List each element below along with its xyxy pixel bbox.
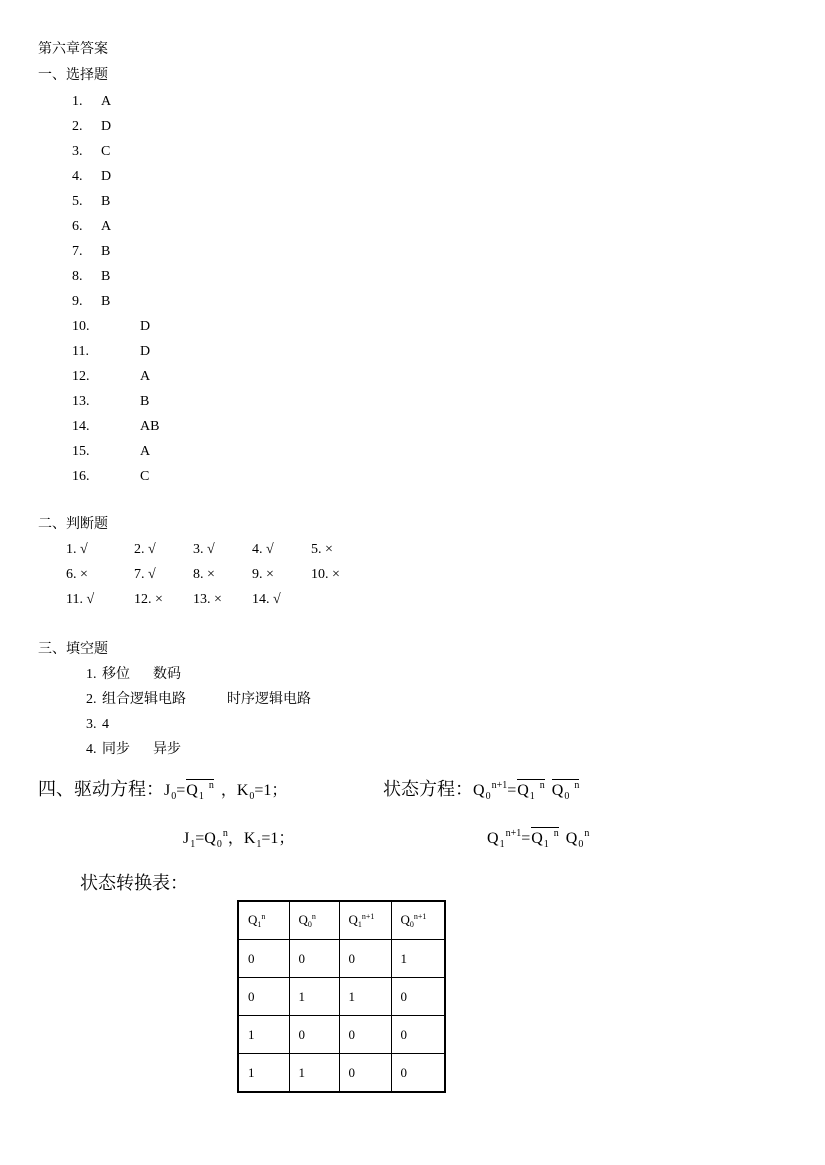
judge-item: 13. × (193, 592, 222, 607)
choice-item-number: 1. (72, 94, 83, 109)
superscript: n (208, 780, 214, 791)
math-text: = (521, 830, 531, 847)
judge-item: 1. √ (66, 542, 88, 557)
table-cell: 1 (289, 978, 339, 1016)
table-row (238, 940, 445, 978)
table-cell: 1 (238, 1054, 289, 1093)
state-equation-2 (487, 826, 589, 854)
table-cell: 1 (339, 978, 391, 1016)
math-text: Q (551, 782, 564, 799)
overline-group (186, 779, 214, 801)
subscript: 1 (529, 791, 535, 802)
fill-item-answer: 4 (102, 717, 109, 732)
chapter-title: 第六章答案 (38, 42, 108, 57)
choice-item-number: 16. (72, 469, 90, 484)
subscript: 1 (543, 839, 549, 850)
fill-item-answer: 异步 (153, 742, 181, 757)
choice-item-number: 4. (72, 169, 83, 184)
choice-item-number: 10. (72, 319, 90, 334)
choice-item-number: 3. (72, 144, 83, 159)
table-header-row (238, 901, 445, 940)
math-text: = (176, 782, 186, 799)
choice-item-answer: D (140, 319, 151, 334)
subscript: 0 (307, 919, 312, 929)
subscript: 1 (198, 791, 204, 802)
choice-item-answer: B (101, 244, 111, 259)
superscript: n (584, 828, 590, 839)
choice-item-answer: A (101, 219, 112, 234)
drive-equation-2-expr (183, 828, 295, 850)
section-heading-judge: 二、判断题 (38, 517, 108, 532)
math-text: ，K (227, 830, 256, 847)
choice-item (72, 93, 112, 111)
section-heading-fill: 三、填空题 (38, 642, 108, 657)
table-cell: 0 (238, 978, 289, 1016)
state-equation-heading: 状态方程： (383, 779, 473, 799)
math-text: Q (204, 830, 216, 847)
fill-item-number: 1. (86, 667, 97, 682)
math-text: = (195, 830, 205, 847)
subscript: 1 (499, 839, 505, 850)
judge-item: 7. √ (134, 567, 156, 582)
table-row (238, 1054, 445, 1093)
judge-item: 11. √ (66, 592, 95, 607)
judge-item: 12. × (134, 592, 163, 607)
overline-group (552, 779, 580, 801)
choice-item-number: 6. (72, 219, 83, 234)
choice-item-answer: D (101, 119, 112, 134)
choice-item (72, 168, 112, 186)
subscript: 1 (256, 839, 262, 850)
table-cell: 1 (391, 940, 445, 978)
choice-item-answer: D (101, 169, 112, 184)
subscript: 0 (216, 839, 222, 850)
math-text: Q (473, 782, 485, 799)
subscript: 0 (171, 791, 177, 802)
table-cell: 0 (238, 940, 289, 978)
table-cell: 0 (391, 978, 445, 1016)
drive-equation-1 (38, 776, 287, 806)
choice-item-number: 2. (72, 119, 83, 134)
superscript: n (574, 780, 580, 791)
choice-item-answer: A (140, 444, 151, 459)
subscript: 0 (485, 791, 491, 802)
section-heading-choice: 一、选择题 (38, 68, 108, 83)
superscript: n+1 (361, 911, 375, 921)
choice-item-answer: C (140, 469, 150, 484)
math-text: J (164, 782, 171, 799)
math-text: Q (487, 830, 499, 847)
choice-item-answer: B (140, 394, 150, 409)
choice-item-answer: B (101, 294, 111, 309)
drive-equation-heading: 四、驱动方程： (38, 779, 164, 799)
drive-equation-2 (183, 826, 294, 854)
table-row (238, 1016, 445, 1054)
subscript: 1 (357, 919, 362, 929)
superscript: n (222, 828, 228, 839)
choice-item-answer: B (101, 269, 111, 284)
table-cell: 1 (238, 1016, 289, 1054)
choice-item-number: 9. (72, 294, 83, 309)
choice-item-number: 13. (72, 394, 90, 409)
table-cell: 1 (289, 1054, 339, 1093)
math-text: Q (248, 911, 258, 927)
table-header-cell (339, 901, 391, 940)
choice-item (72, 143, 111, 161)
fill-item-number: 2. (86, 692, 97, 707)
table-row (238, 978, 445, 1016)
state-equation-2-expr (487, 828, 590, 850)
fill-item-answer: 数码 (153, 667, 181, 682)
choice-item (72, 368, 151, 386)
subscript: 0 (249, 791, 255, 802)
superscript: n (261, 911, 266, 921)
choice-item-answer: D (140, 344, 151, 359)
subscript: 0 (409, 919, 414, 929)
choice-item-answer: B (101, 194, 111, 209)
subscript: 1 (190, 839, 196, 850)
table-header-cell (238, 901, 289, 940)
choice-item-number: 7. (72, 244, 83, 259)
subscript: 1 (257, 919, 262, 929)
math-text: =1； (261, 830, 295, 847)
table-cell: 0 (289, 940, 339, 978)
superscript: n+1 (413, 911, 427, 921)
judge-item: 3. √ (193, 542, 215, 557)
fill-item-number: 3. (86, 717, 97, 732)
choice-item-number: 5. (72, 194, 83, 209)
judge-item: 2. √ (134, 542, 156, 557)
math-text: Q (531, 830, 543, 847)
fill-item-answer: 同步 (102, 742, 130, 757)
choice-item-number: 14. (72, 419, 90, 434)
choice-item-answer: A (140, 369, 151, 384)
choice-item-number: 11. (72, 344, 89, 359)
choice-item (72, 218, 112, 236)
state-table-caption: 状态转换表： (80, 873, 188, 893)
choice-item-answer: C (101, 144, 111, 159)
choice-item (72, 443, 151, 461)
math-text: Q (298, 911, 308, 927)
judge-item: 8. × (193, 567, 215, 582)
choice-item-answer: A (101, 94, 112, 109)
choice-item (72, 243, 111, 261)
math-text: Q (186, 782, 198, 799)
subscript: 0 (564, 791, 570, 802)
judge-item: 4. √ (252, 542, 274, 557)
choice-item-number: 12. (72, 369, 90, 384)
choice-item (72, 118, 112, 136)
state-equation-1 (383, 776, 579, 806)
table-cell: 0 (339, 1016, 391, 1054)
choice-item (72, 293, 111, 311)
math-text: Q (400, 911, 410, 927)
table-cell: 0 (391, 1016, 445, 1054)
math-text: = (507, 782, 517, 799)
superscript: n+1 (491, 780, 508, 791)
subscript: 0 (578, 839, 584, 850)
choice-item (72, 343, 151, 361)
table-cell: 0 (339, 940, 391, 978)
fill-item-answer: 组合逻辑电路 (102, 692, 186, 707)
overline-group (517, 779, 545, 801)
state-equation-1-expr (473, 780, 580, 802)
superscript: n+1 (505, 828, 522, 839)
judge-item: 10. × (311, 567, 340, 582)
judge-item: 6. × (66, 567, 88, 582)
superscript: n (553, 828, 559, 839)
math-text: =1； (254, 782, 288, 799)
judge-item: 9. × (252, 567, 274, 582)
fill-item-answer: 移位 (102, 667, 130, 682)
table-cell: 0 (289, 1016, 339, 1054)
math-text: J (183, 830, 190, 847)
overline-group (531, 827, 559, 849)
choice-item (72, 193, 111, 211)
state-transition-table (237, 900, 446, 1093)
fill-item-answer: 时序逻辑电路 (227, 692, 311, 707)
fill-item-number: 4. (86, 742, 97, 757)
choice-item-number: 15. (72, 444, 90, 459)
choice-item-answer: AB (140, 419, 160, 434)
table-cell: 0 (391, 1054, 445, 1093)
drive-equation-1-expr (164, 780, 288, 802)
choice-item (72, 268, 111, 286)
table-header-cell (391, 901, 445, 940)
superscript: n (539, 780, 545, 791)
math-text: Q (565, 830, 578, 847)
choice-item (72, 393, 150, 411)
math-text: ，K (220, 782, 249, 799)
choice-item-number: 8. (72, 269, 83, 284)
judge-item: 5. × (311, 542, 333, 557)
superscript: n (311, 911, 316, 921)
math-text: Q (348, 911, 358, 927)
choice-item (72, 318, 151, 336)
choice-item (72, 468, 150, 486)
math-text: Q (517, 782, 529, 799)
table-cell: 0 (339, 1054, 391, 1093)
choice-item (72, 418, 160, 436)
table-header-cell (289, 901, 339, 940)
judge-item: 14. √ (252, 592, 281, 607)
